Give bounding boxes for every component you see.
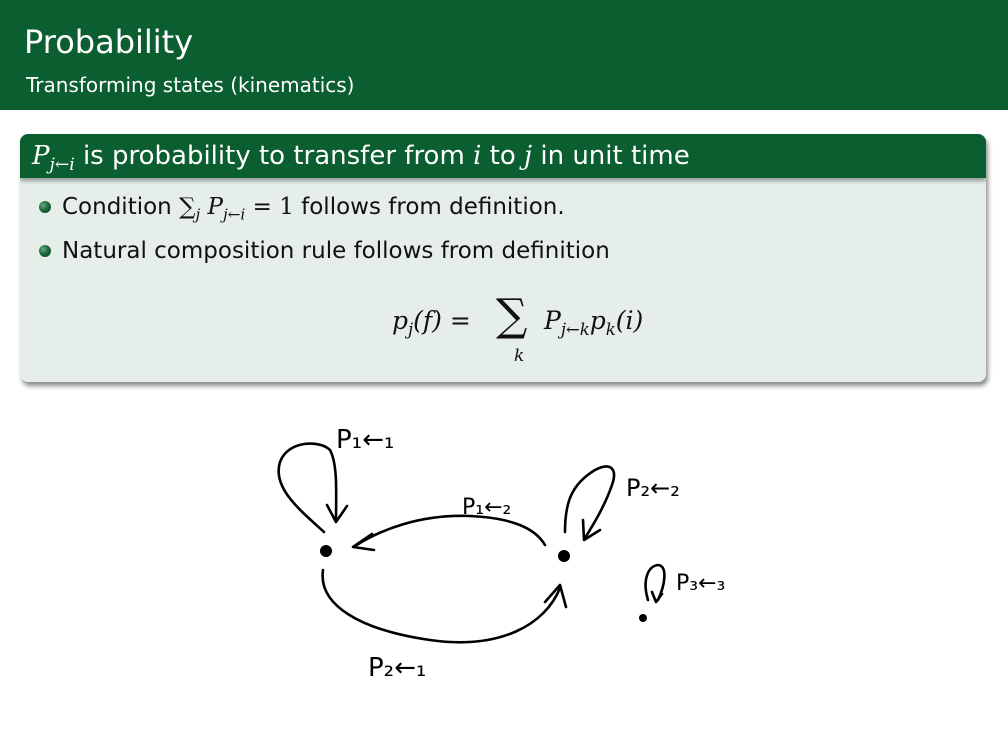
arc-1-to-2	[323, 570, 560, 642]
equation-P-sub: j←k	[560, 319, 590, 339]
state-node-1	[320, 545, 332, 557]
condition-sum-sub: j	[195, 205, 201, 224]
equation-p-sub: j	[408, 319, 414, 339]
equation-P: P	[544, 306, 561, 335]
condition-equals: = 1	[252, 194, 294, 220]
slide-subtitle: Transforming states (kinematics)	[26, 73, 355, 97]
condition-suffix: follows from definition.	[301, 194, 565, 220]
condition-symbol-sub: j←i	[223, 205, 246, 224]
block-title-symbol: P	[32, 141, 50, 171]
equation-lhs-arg: (f) =	[413, 306, 471, 335]
equation-pk: p	[589, 306, 606, 335]
equation-rhs-arg: (i)	[615, 306, 644, 335]
equation-p: p	[392, 306, 409, 335]
block-title-to: to	[489, 141, 516, 171]
label-p-1-from-2: P₁←₂	[462, 495, 512, 520]
label-p-3-from-3: P₃←₃	[676, 571, 726, 596]
state-node-2	[558, 550, 570, 562]
equation-sigma: ∑	[496, 290, 528, 341]
equation-pk-sub: k	[605, 319, 616, 339]
block-title-j: j	[524, 141, 533, 171]
self-loop-1	[279, 444, 337, 532]
condition-prefix: Condition	[62, 194, 172, 220]
block-title-i: i	[473, 141, 482, 171]
label-p-2-from-2: P₂←₂	[626, 474, 680, 502]
equation-index: k	[514, 346, 525, 366]
composition-text: Natural composition rule follows from definition	[62, 238, 610, 264]
arc-2-to-1	[355, 516, 545, 546]
label-p-1-from-1: P₁←₁	[336, 425, 395, 455]
slide-title: Probability	[24, 23, 194, 61]
state-node-3	[639, 614, 647, 622]
block-title-end: in unit time	[540, 141, 690, 171]
condition-symbol: P	[207, 194, 224, 220]
self-loop-2	[565, 466, 614, 538]
label-p-2-from-1: P₂←₁	[368, 653, 427, 683]
block-title-text: is probability to transfer from	[82, 141, 465, 171]
block-title-subscript: j←i	[49, 155, 75, 175]
condition-sum: ∑	[179, 194, 196, 220]
